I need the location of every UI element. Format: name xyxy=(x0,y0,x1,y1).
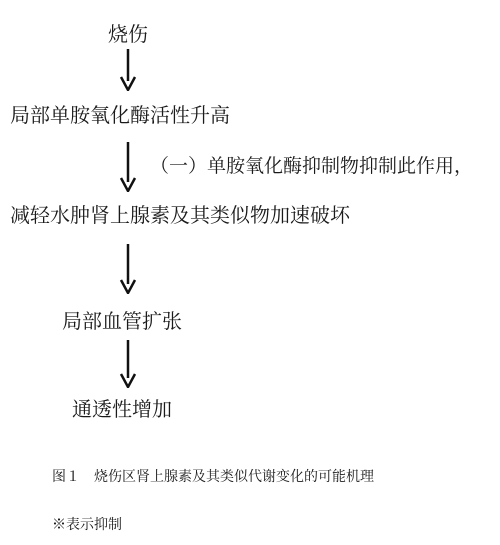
node-mao-activity-increase: 局部单胺氧化酶活性升高 xyxy=(10,103,230,127)
node-local-vasodilation: 局部血管扩张 xyxy=(62,309,182,333)
node-permeability-increase: 通透性增加 xyxy=(72,397,172,421)
node-edema-adrenaline-destruction: 减轻水肿肾上腺素及其类似物加速破坏 xyxy=(10,203,350,227)
arrow-down-1 xyxy=(118,49,138,91)
arrow-down-4 xyxy=(118,340,138,388)
legend-note: ※表示抑制 xyxy=(52,517,122,533)
arrow-down-2 xyxy=(118,142,138,192)
figure-caption: 图１ 烧伤区肾上腺素及其类似代谢变化的可能机理 xyxy=(52,469,374,485)
node-burn: 烧伤 xyxy=(108,22,148,46)
annotation-mao-inhibitor: （一）单胺氧化酶抑制物抑制此作用， xyxy=(150,155,474,177)
arrow-down-3 xyxy=(118,244,138,294)
